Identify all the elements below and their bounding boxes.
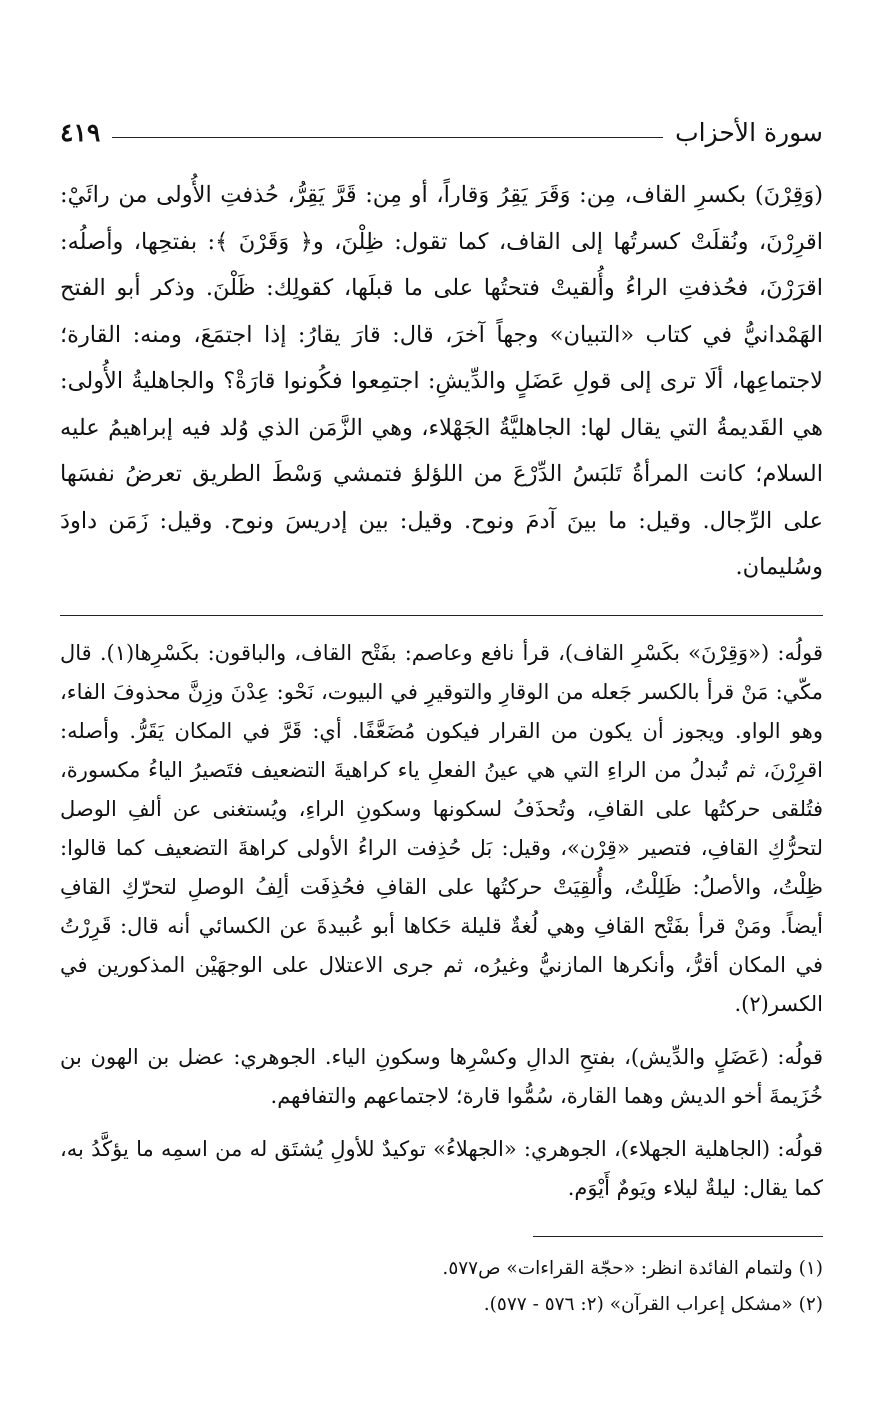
header-rule	[112, 137, 663, 138]
book-page	[60, 112, 823, 1375]
main-commentary	[60, 172, 823, 591]
gloss-note: قولُه: (عَضَلٍ والدِّيش)، بفتحِ الدالِ وكسْرِها وسكونِ الياء. الجوهري: عضل بن الهون بن خُزَيمةَ أخو الديش وهما القارة، سُمُّوا قارة؛ لاجتماعهم والتفافهم.	[60, 1044, 823, 1108]
main-paragraph: (وَقِرْنَ) بكسرِ القاف، مِن: وَقَرَ يَقِرُ وَقاراً، أو مِن: قَرَّ يَقِرُّ، حُذفتِ الأُولى من رائَيْ: اقرِرْنَ، ونُقلَتْ كسرتُها إلى القاف، كما تقول: ظِلْنَ، و﴿ وَقَرْنَ ﴾: بفتحِها، وأصلُه: اقرَرْنَ، فحُذفتِ الراءُ وأُلقيتْ فتحتُها على ما قبلَها، كقولِك: ظَلْنَ. وذكر أبو الفتح الهَمْدانيُّ في كتاب «التبيان» وجهاً آخرَ، قال: قارَ يقارُ: إذا اجتمَعَ، ومنه: القارة؛ لاجتماعِها، ألَا ترى إلى قولِ عَضَلٍ والدِّيشِ: اجتمِعوا فكُونوا قارَةْ؟ والجاهليةُ الأُولى: هي القَديمةُ التي يقال لها: الجاهليَّةُ الجَهْلاء، وهي الزَّمَن الذي وُلد فيه إبراهيمُ عليه السلام؛ كانت المرأةُ تَلبَسُ الدِّرْعَ من اللؤلؤ فتمشي وَسْطَ الطريق تعرضُ نفسَها على الرِّجال. وقيل: ما بينَ آدمَ ونوح. وقيل: بين إدريسَ ونوح. وقيل: زَمَن داودَ وسُليمان.	[60, 182, 823, 580]
footnote: (١) ولتمام الفائدة انظر: «حجّة القراءات» ص٥٧٧.	[442, 1257, 823, 1279]
footnotes	[60, 1251, 823, 1323]
gloss-note: قولُه: (الجاهلية الجهلاء)، الجوهري: «الجهلاءُ» توكيدٌ للأولِ يُشتَق له من اسمِه ما يؤكَّدُ به، كما يقال: ليلةٌ ليلاء ويَومٌ أَيْوَم.	[60, 1136, 823, 1200]
surah-title: سورة الأحزاب	[675, 117, 823, 147]
footnote-separator	[533, 1236, 823, 1237]
page-header	[60, 112, 823, 152]
gloss-note: قولُه: («وَقِرْنَ» بكَسْرِ القاف)، قرأ نافع وعاصم: بفَتْح القاف، والباقون: بكَسْرِها(١). قال مكّي: مَنْ قرأ بالكسر جَعله من الوقارِ والتوقيرِ في البيوت، نَحْو: عِدْنَ وزِنَّ محذوفَ الفاء، وهو الواو. ويجوز أن يكون من القرار فيكون مُضَعَّفًا. أي: قَرَّ في المكان يَقَرُّ. وأصله: اقرِرْنَ، ثم تُبدلُ من الراءِ التي هي عينُ الفعلِ ياء كراهيةَ التضعيف فتَصيرُ الياءُ مكسورة، فتُلقى حركتُها على القافِ، وتُحذَفُ لسكونها وسكونِ الراءِ، ويُستغنى عن ألفِ الوصل لتحرُّكِ القافِ، فتصير «قِرْن»، وقيل: بَل حُذِفت الراءُ الأولى كراهةَ التضعيف كما قالوا: ظِلْتُ، والأصلُ: ظَلِلْتُ، وأُلقِيَتْ حركتُها على القافِ فحُذِفَت ألِفُ الوصلِ لتحرّكِ القافِ أيضاً. ومَنْ قرأ بفَتْح القافِ وهي لُغةٌ قليلة حَكاها أبو عُبيدةَ عن الكسائي أنه قال: قَرِرْتُ في المكان أقرُّ، وأنكرها المازنيُّ وغيرُه، ثم جرى الاعتلال على الوجهَيْن المذكورين في الكسر(٢).	[60, 640, 823, 1016]
main-separator	[60, 615, 823, 616]
page-number: ٤١٩	[60, 117, 101, 147]
gloss-notes	[60, 634, 823, 1208]
footnote: (٢) «مشكل إعراب القرآن» (٢: ٥٧٦ - ٥٧٧).	[483, 1293, 823, 1315]
